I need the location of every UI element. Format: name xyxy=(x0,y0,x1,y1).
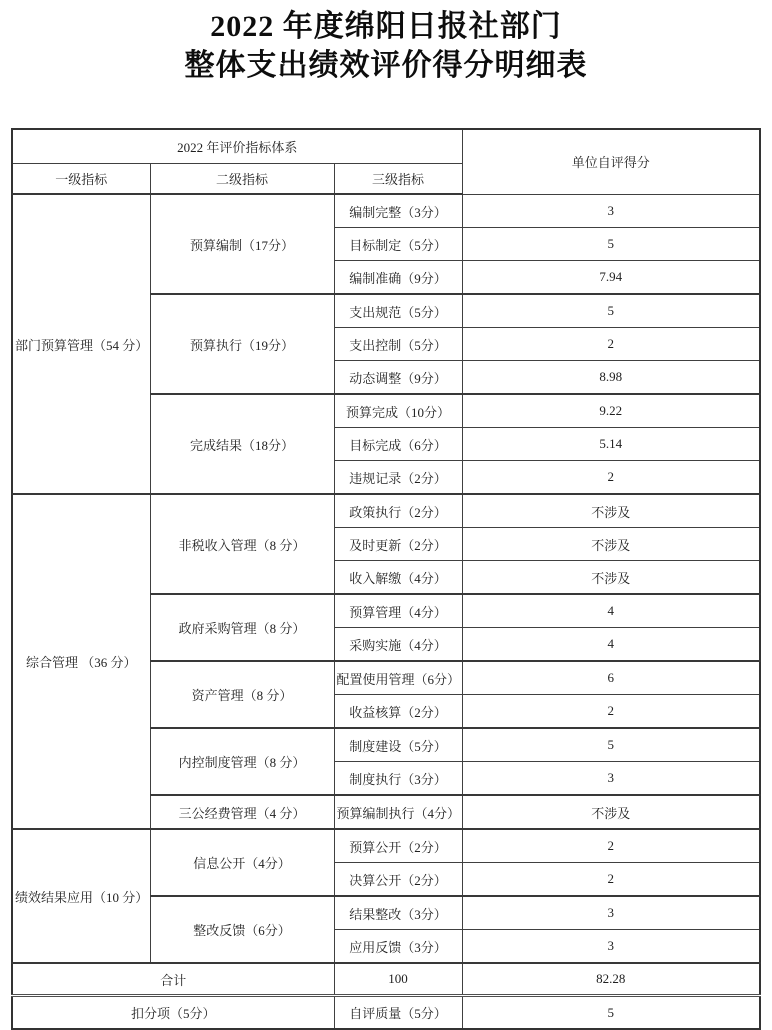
header-level1: 一级指标 xyxy=(12,164,150,195)
cell-self-score: 3 xyxy=(462,194,760,228)
table-header-row-1 xyxy=(12,129,760,164)
table-deduction-row xyxy=(12,996,760,1030)
cell-level3-indicator: 目标制定（5分） xyxy=(334,228,462,261)
cell-level2-group: 信息公开（4分） xyxy=(150,829,334,896)
cell-self-score: 3 xyxy=(462,896,760,930)
cell-total-points: 100 xyxy=(334,963,462,996)
cell-level3-indicator: 支出规范（5分） xyxy=(334,294,462,328)
cell-self-score: 不涉及 xyxy=(462,561,760,595)
cell-level2-group: 三公经费管理（4 分） xyxy=(150,795,334,829)
cell-level3-indicator: 配置使用管理（6分） xyxy=(334,661,462,695)
cell-level3-indicator: 预算编制执行（4分） xyxy=(334,795,462,829)
cell-level2-group: 整改反馈（6分） xyxy=(150,896,334,963)
cell-self-score: 9.22 xyxy=(462,394,760,428)
header-self-score: 单位自评得分 xyxy=(462,129,760,194)
cell-self-score: 3 xyxy=(462,762,760,796)
cell-self-score: 3 xyxy=(462,930,760,964)
cell-self-score: 2 xyxy=(462,461,760,495)
cell-level3-indicator: 编制准确（9分） xyxy=(334,261,462,295)
cell-level3-indicator: 预算管理（4分） xyxy=(334,594,462,628)
cell-self-score: 5 xyxy=(462,228,760,261)
cell-level3-indicator: 违规记录（2分） xyxy=(334,461,462,495)
cell-self-score: 2 xyxy=(462,829,760,863)
cell-level3-indicator: 决算公开（2分） xyxy=(334,863,462,897)
cell-level3-indicator: 编制完整（3分） xyxy=(334,194,462,228)
cell-deduction-label: 扣分项（5分） xyxy=(12,996,334,1030)
cell-level2-group: 预算编制（17分） xyxy=(150,194,334,294)
cell-level3-indicator: 收益核算（2分） xyxy=(334,695,462,729)
cell-self-score: 5 xyxy=(462,294,760,328)
cell-level3-indicator: 应用反馈（3分） xyxy=(334,930,462,964)
cell-level1-section: 综合管理 （36 分） xyxy=(12,494,150,829)
page-title-line2: 整体支出绩效评价得分明细表 xyxy=(184,49,588,82)
cell-self-score: 4 xyxy=(462,628,760,662)
cell-level2-group: 预算执行（19分） xyxy=(150,294,334,394)
cell-level3-indicator: 预算公开（2分） xyxy=(334,829,462,863)
cell-self-score: 6 xyxy=(462,661,760,695)
cell-self-score: 不涉及 xyxy=(462,795,760,829)
cell-level3-indicator: 结果整改（3分） xyxy=(334,896,462,930)
cell-total-label: 合计 xyxy=(12,963,334,996)
cell-level3-indicator: 政策执行（2分） xyxy=(334,494,462,528)
score-table xyxy=(11,128,761,1030)
page-title-line1: 2022 年度绵阳日报社部门 xyxy=(210,10,562,43)
cell-self-score: 4 xyxy=(462,594,760,628)
cell-self-score: 2 xyxy=(462,328,760,361)
cell-level1-section: 绩效结果应用（10 分） xyxy=(12,829,150,963)
header-indicator-system: 2022 年评价指标体系 xyxy=(12,129,462,164)
cell-level1-section: 部门预算管理（54 分） xyxy=(12,194,150,494)
cell-level3-indicator: 目标完成（6分） xyxy=(334,428,462,461)
cell-self-score: 2 xyxy=(462,695,760,729)
table-row xyxy=(12,194,760,228)
cell-self-score: 8.98 xyxy=(462,361,760,395)
cell-level3-indicator: 预算完成（10分） xyxy=(334,394,462,428)
cell-level2-group: 完成结果（18分） xyxy=(150,394,334,494)
table-total-row xyxy=(12,963,760,996)
cell-level3-indicator: 制度执行（3分） xyxy=(334,762,462,796)
header-level3: 三级指标 xyxy=(334,164,462,195)
cell-level3-indicator: 采购实施（4分） xyxy=(334,628,462,662)
cell-level2-group: 资产管理（8 分） xyxy=(150,661,334,728)
cell-deduction-indicator: 自评质量（5分） xyxy=(334,996,462,1030)
cell-level3-indicator: 及时更新（2分） xyxy=(334,528,462,561)
cell-level3-indicator: 支出控制（5分） xyxy=(334,328,462,361)
cell-self-score: 7.94 xyxy=(462,261,760,295)
cell-self-score: 5.14 xyxy=(462,428,760,461)
cell-level2-group: 内控制度管理（8 分） xyxy=(150,728,334,795)
cell-level3-indicator: 动态调整（9分） xyxy=(334,361,462,395)
cell-level2-group: 政府采购管理（8 分） xyxy=(150,594,334,661)
cell-self-score: 不涉及 xyxy=(462,494,760,528)
cell-self-score: 5 xyxy=(462,728,760,762)
cell-deduction-score: 5 xyxy=(462,996,760,1030)
header-level2: 二级指标 xyxy=(150,164,334,195)
cell-level3-indicator: 收入解缴（4分） xyxy=(334,561,462,595)
table-row xyxy=(12,829,760,863)
table-row xyxy=(12,494,760,528)
page-title xyxy=(0,0,772,85)
cell-self-score: 不涉及 xyxy=(462,528,760,561)
cell-self-score: 2 xyxy=(462,863,760,897)
cell-total-score: 82.28 xyxy=(462,963,760,996)
cell-level2-group: 非税收入管理（8 分） xyxy=(150,494,334,594)
cell-level3-indicator: 制度建设（5分） xyxy=(334,728,462,762)
